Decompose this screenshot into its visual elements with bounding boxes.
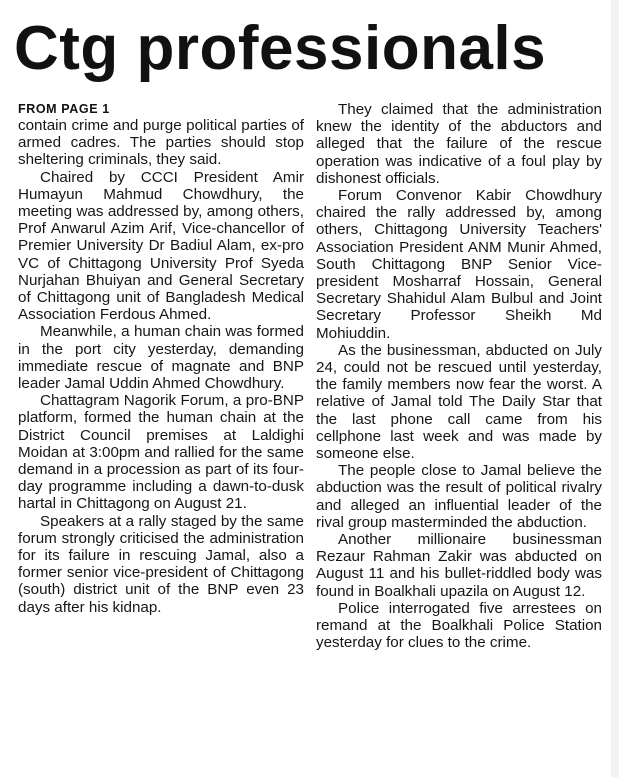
paragraph: The people close to Jamal believe the abduction was the result of political rivalry and alleged an influential leader of the rival group masterminded the abduction. bbox=[316, 462, 602, 531]
paragraph: They claimed that the administration knew the identity of the abductors and alleged that the failure of the rescue operation was indicative of a foul play by dishonest officials. bbox=[316, 101, 602, 187]
paragraph: contain crime and purge political parties of armed cadres. The parties should stop sheltering criminals, they said. bbox=[18, 117, 304, 169]
article-column-left bbox=[18, 101, 304, 616]
paragraph: Chaired by CCCI President Amir Humayun Mahmud Chowdhury, the meeting was addressed by, among others, Prof Anwarul Azim Arif, Vice-chancellor of Premier University Dr Badiul Alam, ex-pro VC of Chittagong University Prof Syeda Nurjahan Bhuiyan and General Secretary of Chittagong unit of Bangladesh Medical Association Ferdous Ahmed. bbox=[18, 168, 304, 324]
paragraph: Forum Convenor Kabir Chowdhury chaired the rally addressed by, among others, Chittagong University Teachers' Association President ANM Munir Ahmed, South Chittagong BNP Senior Vice-president Mosharraf Hossain, General Secretary Shahidul Alam Bulbul and Joint Secretary Professor Sheikh Md Mohiuddin. bbox=[316, 187, 602, 342]
continued-from-page-label: FROM PAGE 1 bbox=[18, 102, 110, 116]
paragraph: Police interrogated five arrestees on remand at the Boalkhali Police Station yesterday for clues to the crime. bbox=[316, 599, 602, 652]
paragraph: Chattagram Nagorik Forum, a pro-BNP platform, formed the human chain at the District Council premises at Laldighi Moidan at 3:00pm and rallied for the same demand in a procession as part of its four-day programme including a dawn-to-dusk hartal in Chittagong on August 21. bbox=[18, 392, 304, 513]
paragraph: Meanwhile, a human chain was formed in the port city yesterday, demanding immediate rescue of magnate and BNP leader Jamal Uddin Ahmed Chowdhury. bbox=[18, 323, 304, 393]
paragraph: Another millionaire businessman Rezaur Rahman Zakir was abducted on August 11 and his bullet-riddled body was found in Boalkhali upazila on August 12. bbox=[316, 531, 602, 600]
paragraph: Speakers at a rally staged by the same forum strongly criticised the administration for its failure in rescuing Jamal, also a former senior vice-president of Chittagong (south) district unit of the BNP even 23 days after his kidnap. bbox=[18, 512, 304, 616]
page-edge-shadow bbox=[611, 0, 619, 777]
article-column-right bbox=[316, 101, 602, 652]
headline: Ctg professionals bbox=[14, 14, 547, 83]
paragraph: As the businessman, abducted on July 24, could not be rescued until yesterday, the family members now fear the worst. A relative of Jamal told The Daily Star that the last phone call came from his cellphone last week and was made by someone else. bbox=[316, 341, 602, 463]
